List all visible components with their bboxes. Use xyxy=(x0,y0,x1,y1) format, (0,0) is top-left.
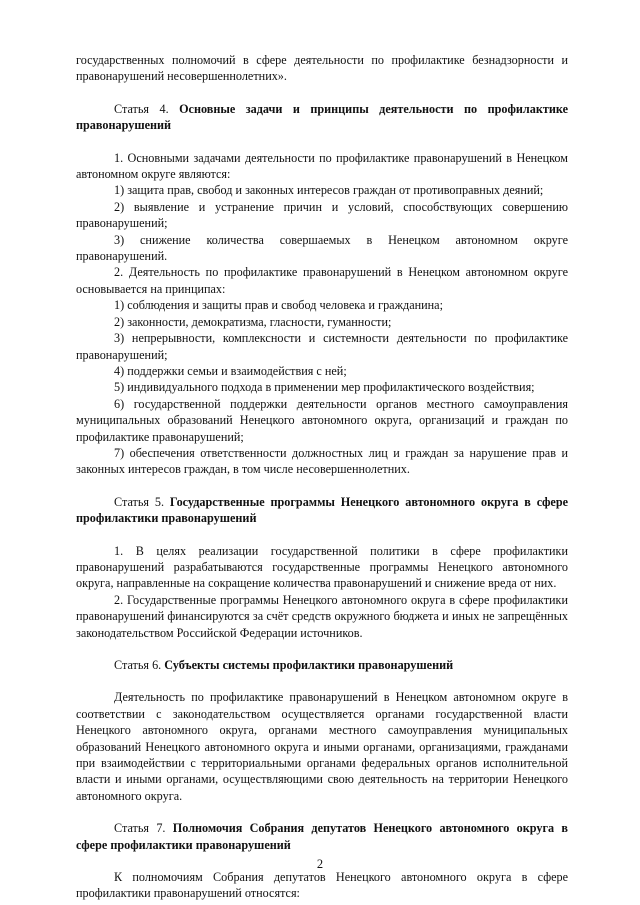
document-body xyxy=(76,52,568,902)
article-4-heading xyxy=(76,101,568,134)
article-4-paragraph: 1) защита прав, свобод и законных интересов граждан от противоправных деяний; xyxy=(114,183,544,198)
article-4-paragraph: 3) непрерывности, комплексности и системности деятельности по профилактике правонарушений; xyxy=(76,331,568,362)
article-4-paragraph: 4) поддержки семьи и взаимодействия с ней; xyxy=(114,363,347,378)
article-6-paragraph: Деятельность по профилактике правонарушений в Ненецком автономном округе в соответствии с законодательством осуществляется органами государственной власти Ненецкого автономного округа, органами местного самоуправления муниципальных образований Ненецкого автономного округа и иными органами, организациями, гражданами при взаимодействии с территориальными органами федеральных органов исполнительной власти и иными органами, осуществляющими свою деятельность на территории Ненецкого автономного округа. xyxy=(76,690,568,803)
article-4-title: Основные задачи и принципы деятельности по профилактике правонарушений xyxy=(76,101,569,133)
article-5-paragraph: 2. Государственные программы Ненецкого автономного округа в сфере профилактики правонарушений финансируются за счёт средств окружного бюджета и иных не запрещённых законодательством Российской Федерации источников. xyxy=(76,592,568,640)
article-4-paragraph: 7) обеспечения ответственности должностных лиц и граждан за нарушение прав и законных интересов граждан, в том числе несовершеннолетних. xyxy=(76,445,568,477)
article-4-paragraph: 2) законности, демократизма, гласности, гуманности; xyxy=(114,314,392,329)
article-4-paragraph: 2) выявление и устранение причин и условий, способствующих совершению правонарушений; xyxy=(76,199,568,231)
article-6-heading xyxy=(76,657,568,673)
article-4-paragraph: 3) снижение количества совершаемых в Ненецком автономном округе правонарушений. xyxy=(76,232,568,264)
article-7-title: Полномочия Собрания депутатов Ненецкого автономного округа в сфере профилактики правонарушений xyxy=(76,821,569,852)
article-4-paragraph: 2. Деятельность по профилактике правонарушений в Ненецком автономном округе основывается на принципах: xyxy=(76,265,568,296)
article-4-paragraph: 1. Основными задачами деятельности по профилактике правонарушений в Ненецком автономном округе являются: xyxy=(76,150,568,182)
article-4-paragraph: 1) соблюдения и защиты прав и свобод человека и гражданина; xyxy=(114,298,443,313)
article-4-number: Статья 4. xyxy=(114,101,169,116)
article-7-heading xyxy=(76,820,568,853)
page-number: 2 xyxy=(316,857,324,871)
article-4-paragraph: 5) индивидуального подхода в применении мер профилактического воздействия; xyxy=(114,380,535,395)
article-5-number: Статья 5. xyxy=(114,494,165,509)
article-7-number: Статья 7. xyxy=(114,821,166,836)
article-5-paragraph: 1. В целях реализации государственной политики в сфере профилактики правонарушений разрабатываются государственные программы Ненецкого автономного округа, направленные на сокращение количества правонарушений и снижение вреда от них. xyxy=(76,543,568,591)
article-6-number: Статья 6. xyxy=(114,658,162,672)
article-5-title: Государственные программы Ненецкого автономного округа в сфере профилактики правонарушений xyxy=(76,494,569,526)
article-6-title: Субъекты системы профилактики правонарушений xyxy=(164,658,454,672)
intro-paragraph: государственных полномочий в сфере деятельности по профилактике безнадзорности и правонарушений несовершеннолетних». xyxy=(76,53,568,84)
article-4-paragraph: 6) государственной поддержки деятельности органов местного самоуправления муниципальных образований Ненецкого автономного округа, организаций и граждан по профилактике правонарушений; xyxy=(76,396,568,444)
article-5-heading xyxy=(76,494,568,527)
article-7-paragraph: К полномочиям Собрания депутатов Ненецкого автономного округа в сфере профилактики правонарушений относятся: xyxy=(76,870,568,901)
